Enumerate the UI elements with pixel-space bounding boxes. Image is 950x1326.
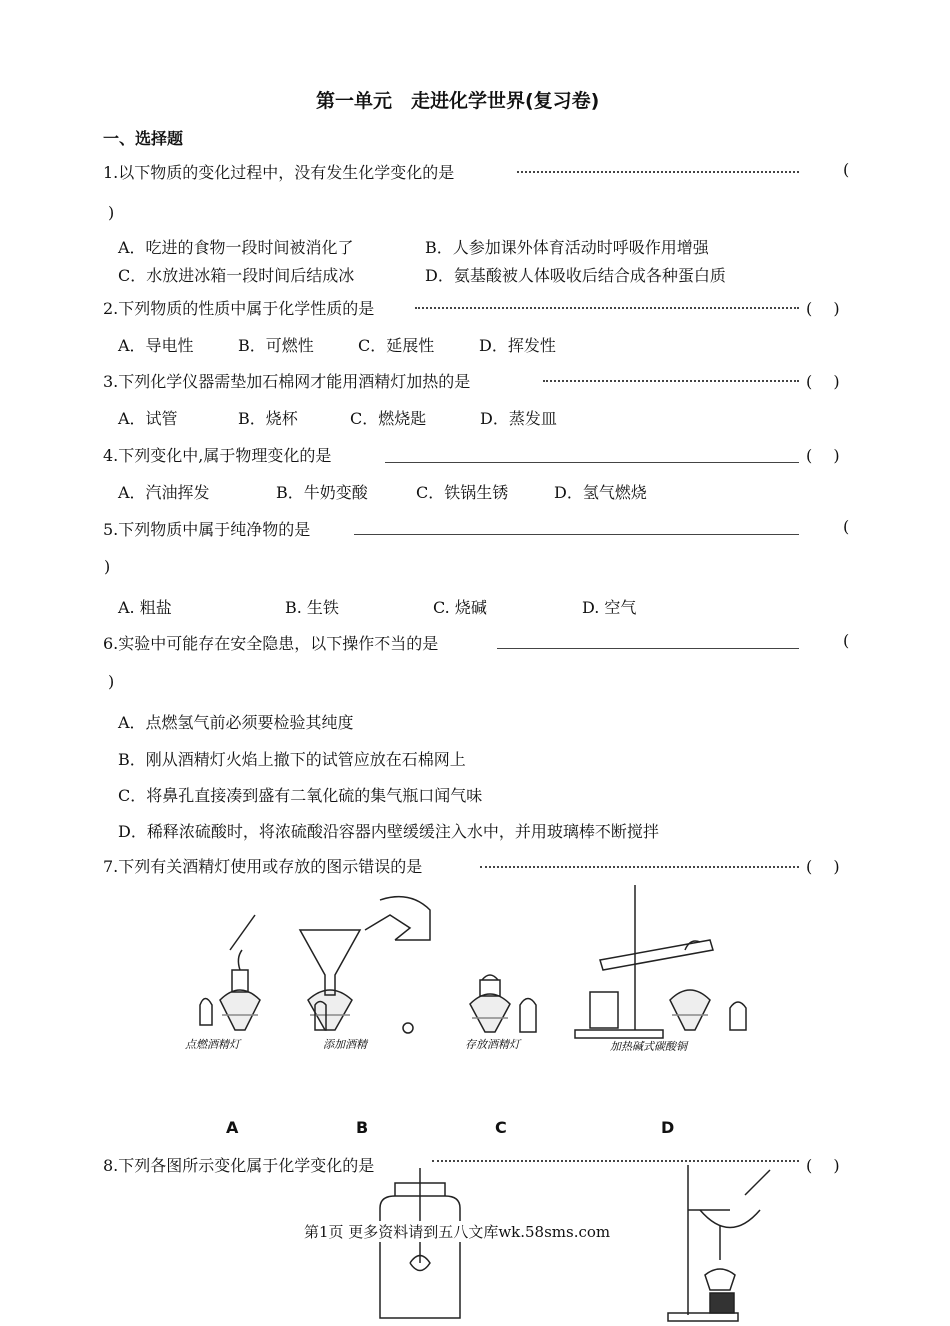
question-6-open-paren: ( <box>843 631 850 650</box>
question-5-option-a: A. 粗盐 <box>118 598 172 617</box>
figure-label-b: B <box>356 1118 369 1137</box>
answer-leader-2 <box>415 307 799 309</box>
question-4-paren: ( ) <box>806 446 840 465</box>
figure-a-caption: 点燃酒精灯 <box>185 1038 240 1051</box>
section-heading: 一、选择题 <box>103 129 184 148</box>
alcohol-lamp-figure <box>180 880 760 1070</box>
question-8-stem: 8.下列各图所示变化属于化学变化的是 <box>103 1156 375 1175</box>
question-5-option-d: D. 空气 <box>582 598 637 617</box>
question-4-option-a: A．汽油挥发 <box>118 483 210 502</box>
figure-a-lighting-lamp <box>200 915 260 1030</box>
question-4-option-b: B．牛奶变酸 <box>276 483 368 502</box>
figure-c-caption: 存放酒精灯 <box>465 1038 520 1051</box>
question-5-close-paren: ) <box>104 557 111 576</box>
figure-d-heating-setup <box>575 885 746 1038</box>
question-1-open-paren: ( <box>843 160 850 179</box>
figure-c-stored-lamp <box>470 975 536 1032</box>
question-3-option-d: D．蒸发皿 <box>480 409 557 428</box>
question-2-option-c: C．延展性 <box>358 336 435 355</box>
question-1-stem: 1.以下物质的变化过程中，没有发生化学变化的是 <box>103 163 455 182</box>
answer-line-6 <box>497 648 799 649</box>
question-2-option-d: D．挥发性 <box>479 336 556 355</box>
figure-b-adding-alcohol <box>300 897 430 1033</box>
question-1-close-paren: ) <box>108 203 115 222</box>
question-5-open-paren: ( <box>843 517 850 536</box>
question-6-stem: 6.实验中可能存在安全隐患，以下操作不当的是 <box>103 634 439 653</box>
answer-leader-7 <box>480 866 799 868</box>
answer-leader-8 <box>432 1160 799 1162</box>
question-1-option-c: C．水放进冰箱一段时间后结成冰 <box>118 266 355 285</box>
question-6-close-paren: ) <box>108 672 115 691</box>
figure-label-c: C <box>495 1118 507 1137</box>
question-8-figure-jar <box>360 1168 480 1326</box>
question-5-option-b: B. 生铁 <box>285 598 339 617</box>
question-2-stem: 2.下列物质的性质中属于化学性质的是 <box>103 299 375 318</box>
question-7-paren: ( ) <box>806 857 840 876</box>
page-title: 第一单元 走进化学世界(复习卷) <box>316 90 600 112</box>
figure-label-a: A <box>226 1118 239 1137</box>
question-7-stem: 7.下列有关酒精灯使用或存放的图示错误的是 <box>103 857 423 876</box>
answer-line-5 <box>354 534 799 535</box>
question-6-option-c: C．将鼻孔直接凑到盛有二氧化硫的集气瓶口闻气味 <box>118 786 483 805</box>
question-3-option-b: B．烧杯 <box>238 409 298 428</box>
question-5-stem: 5.下列物质中属于纯净物的是 <box>103 520 311 539</box>
question-3-stem: 3.下列化学仪器需垫加石棉网才能用酒精灯加热的是 <box>103 372 471 391</box>
question-6-option-a: A．点燃氢气前必须要检验其纯度 <box>118 713 354 732</box>
question-8-paren: ( ) <box>806 1156 840 1175</box>
question-8-figure-stand <box>660 1165 780 1326</box>
question-4-option-c: C．铁锅生锈 <box>416 483 509 502</box>
question-1-option-b: B．人参加课外体育活动时呼吸作用增强 <box>425 238 709 257</box>
answer-line-4 <box>385 462 799 463</box>
page-footer: 第1页 更多资料请到五八文库wk.58sms.com <box>300 1221 614 1242</box>
question-3-option-c: C．燃烧匙 <box>350 409 427 428</box>
question-3-option-a: A．试管 <box>118 409 178 428</box>
question-4-stem: 4.下列变化中,属于物理变化的是 <box>103 446 332 465</box>
answer-leader-1 <box>517 171 799 173</box>
figure-d-caption: 加热碱式碳酸铜 <box>610 1040 687 1053</box>
figure-label-d: D <box>661 1118 675 1137</box>
question-6-option-d: D．稀释浓硫酸时，将浓硫酸沿容器内壁缓缓注入水中，并用玻璃棒不断搅拌 <box>118 822 659 841</box>
question-1-option-a: A．吃进的食物一段时间被消化了 <box>118 238 354 257</box>
question-4-option-d: D．氢气燃烧 <box>554 483 647 502</box>
question-6-option-b: B．刚从酒精灯火焰上撤下的试管应放在石棉网上 <box>118 750 466 769</box>
answer-leader-3 <box>543 380 799 382</box>
figure-b-caption: 添加酒精 <box>323 1038 367 1051</box>
question-2-option-b: B．可燃性 <box>238 336 314 355</box>
question-1-option-d: D．氨基酸被人体吸收后结合成各种蛋白质 <box>425 266 726 285</box>
question-3-paren: ( ) <box>806 372 840 391</box>
question-5-option-c: C. 烧碱 <box>433 598 487 617</box>
question-2-option-a: A．导电性 <box>118 336 194 355</box>
question-2-paren: ( ) <box>806 299 840 318</box>
